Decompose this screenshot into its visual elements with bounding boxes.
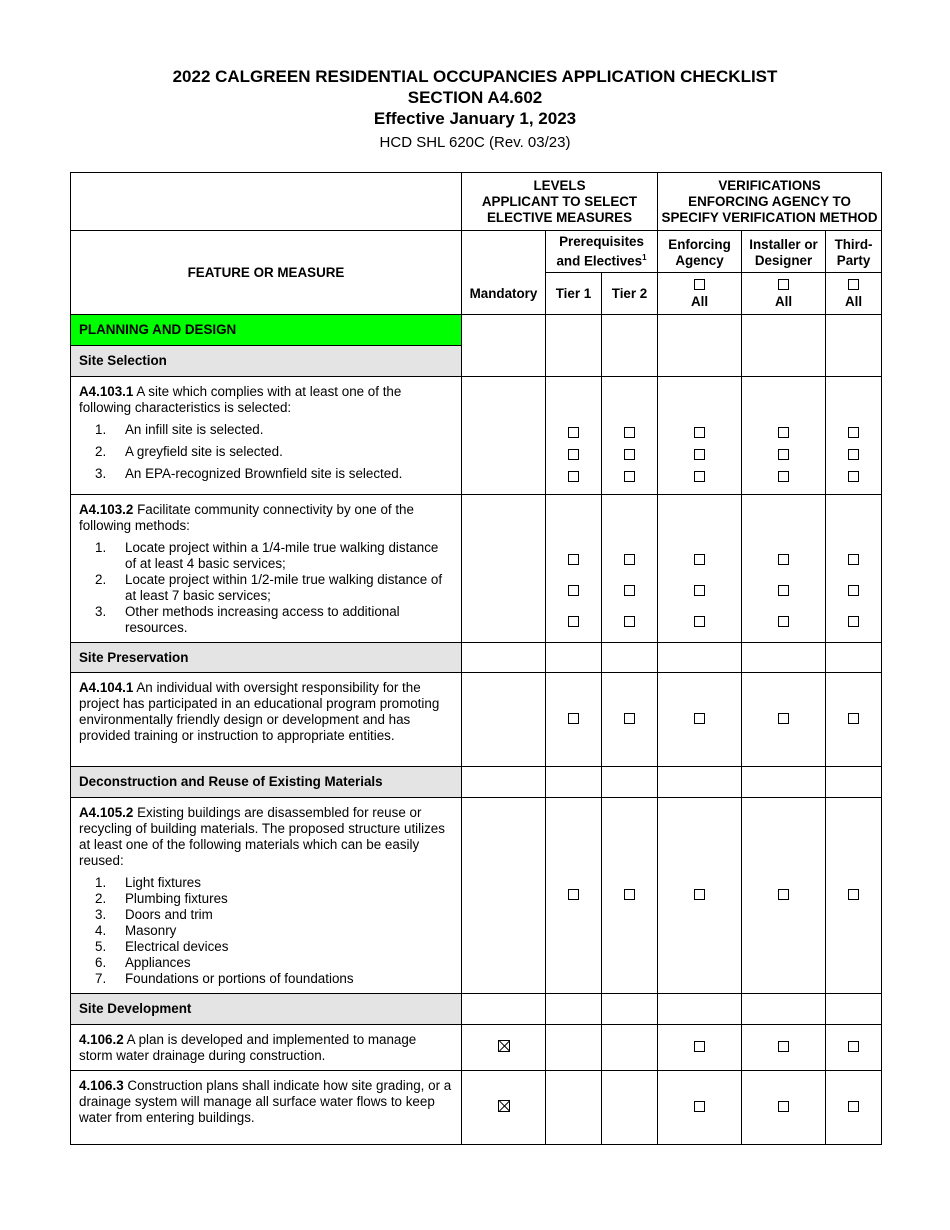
section-planning-design: PLANNING AND DESIGN: [71, 315, 462, 346]
checkbox[interactable]: [568, 427, 579, 438]
section-site-preservation: Site Preservation: [71, 643, 462, 673]
page-header: [0, 0, 950, 153]
checkbox[interactable]: [848, 889, 859, 900]
checkbox[interactable]: [624, 713, 635, 724]
installer-header: Installer or Designer: [742, 231, 826, 273]
measure-a4-104-1: A4.104.1 An individual with oversight responsibility for the project has participated in an educational program promoting environmentally friendly design or development and has provided training or instruction to appropriate entities.: [71, 673, 462, 767]
checkbox[interactable]: [694, 427, 705, 438]
measure-row-a4-103-1: [71, 377, 882, 495]
checkbox[interactable]: [778, 616, 789, 627]
measure-row-a4-103-2: [71, 495, 882, 643]
section-site-selection: Site Selection: [71, 346, 462, 377]
checkbox[interactable]: [568, 449, 579, 460]
measure-row-a4-105-2: [71, 798, 882, 994]
checkbox[interactable]: [848, 1041, 859, 1052]
checkbox[interactable]: [568, 554, 579, 565]
checkbox[interactable]: [778, 449, 789, 460]
measure-4-106-2: 4.106.2 A plan is developed and implemented to manage storm water drainage during construction.: [71, 1025, 462, 1071]
levels-header: LEVELS APPLICANT TO SELECT ELECTIVE MEASURES: [462, 173, 658, 231]
checkbox[interactable]: [624, 585, 635, 596]
checkbox[interactable]: [694, 713, 705, 724]
checkbox[interactable]: [848, 554, 859, 565]
checkbox[interactable]: [694, 616, 705, 627]
checkbox[interactable]: [568, 471, 579, 482]
measure-row-a4-104-1: [71, 673, 882, 767]
effective-date: Effective January 1, 2023: [373, 109, 577, 128]
checkbox[interactable]: [778, 554, 789, 565]
mandatory-checked-checkbox[interactable]: [498, 1040, 510, 1052]
checklist-title: 2022 CALGREEN RESIDENTIAL OCCUPANCIES APPLICATION CHECKLIST: [172, 67, 778, 86]
checklist-table: [70, 172, 882, 1145]
checkbox[interactable]: [694, 1041, 705, 1052]
checkbox[interactable]: [778, 427, 789, 438]
checkbox[interactable]: [694, 471, 705, 482]
checkbox[interactable]: [848, 713, 859, 724]
checkbox[interactable]: [624, 427, 635, 438]
checkbox[interactable]: [848, 471, 859, 482]
checkbox[interactable]: [694, 585, 705, 596]
checkbox[interactable]: [568, 713, 579, 724]
section-deconstruction: Deconstruction and Reuse of Existing Materials: [71, 767, 462, 798]
prerequisites-header: Prerequisites and Electives$^1$: [546, 231, 658, 273]
installer-all-checkbox[interactable]: [778, 279, 789, 290]
mandatory-checked-checkbox[interactable]: [498, 1100, 510, 1112]
checkbox[interactable]: [778, 471, 789, 482]
measure-a4-103-1: A4.103.1 A site which complies with at least one of the following characteristics is selected: 1. An infill site is selected. 2. A greyfield site is selected. 3. An EPA-recognized Brownfield site is selected.: [71, 377, 462, 495]
mandatory-header: Mandatory: [462, 231, 546, 315]
section-site-development: Site Development: [71, 994, 462, 1025]
checkbox[interactable]: [624, 449, 635, 460]
checkbox[interactable]: [568, 585, 579, 596]
measure-4-106-3: 4.106.3 Construction plans shall indicate how site grading, or a drainage system will manage all surface water flows to keep water from entering buildings.: [71, 1071, 462, 1145]
checkbox[interactable]: [778, 1101, 789, 1112]
checkbox[interactable]: [778, 585, 789, 596]
third-party-header: Third- Party: [826, 231, 882, 273]
checkbox[interactable]: [624, 471, 635, 482]
form-id: HCD SHL 620C (Rev. 03/23): [379, 134, 571, 151]
checkbox[interactable]: [848, 616, 859, 627]
checkbox[interactable]: [694, 554, 705, 565]
verifications-header: VERIFICATIONS ENFORCING AGENCY TO SPECIFY VERIFICATION METHOD: [658, 173, 882, 231]
checkbox[interactable]: [778, 889, 789, 900]
measure-row-4-106-2: [71, 1025, 882, 1071]
enforcing-all: All: [658, 273, 742, 315]
checkbox[interactable]: [778, 713, 789, 724]
checkbox[interactable]: [624, 616, 635, 627]
enforcing-agency-header: Enforcing Agency: [658, 231, 742, 273]
section-title: SECTION A4.602: [407, 88, 543, 107]
checkbox[interactable]: [848, 427, 859, 438]
checkbox[interactable]: [568, 616, 579, 627]
enforcing-all-checkbox[interactable]: [694, 279, 705, 290]
measure-row-4-106-3: [71, 1071, 882, 1145]
installer-all: All: [742, 273, 826, 315]
blank-header-cell: [71, 173, 462, 231]
checkbox[interactable]: [624, 889, 635, 900]
feature-header: FEATURE OR MEASURE: [71, 231, 462, 315]
checkbox[interactable]: [694, 1101, 705, 1112]
checkbox[interactable]: [624, 554, 635, 565]
tier2-header: Tier 2: [602, 273, 658, 315]
checkbox[interactable]: [848, 449, 859, 460]
third-party-all-checkbox[interactable]: [848, 279, 859, 290]
checkbox[interactable]: [778, 1041, 789, 1052]
measure-a4-105-2: A4.105.2 Existing buildings are disassembled for reuse or recycling of building materials. The proposed structure utilizes at least one of the following materials which can be easily reused: 1. Light fixtures 2. Plumbing fixtures 3. Doors and trim 4. Masonry 5. Electrical devices 6. Appliances 7. Foundations or portions of foundations: [71, 798, 462, 994]
checkbox[interactable]: [848, 585, 859, 596]
checkbox[interactable]: [568, 889, 579, 900]
measure-a4-103-2: A4.103.2 Facilitate community connectivity by one of the following methods: 1. Locate project within a 1/4-mile true walking distance of at least 4 basic services; 2. Locate project within 1/2-mile true walking distance of at least 7 basic services; 3. Other methods increasing access to additional resources.: [71, 495, 462, 643]
tier1-header: Tier 1: [546, 273, 602, 315]
checkbox[interactable]: [848, 1101, 859, 1112]
checkbox[interactable]: [694, 449, 705, 460]
checkbox[interactable]: [694, 889, 705, 900]
third-party-all: All: [826, 273, 882, 315]
